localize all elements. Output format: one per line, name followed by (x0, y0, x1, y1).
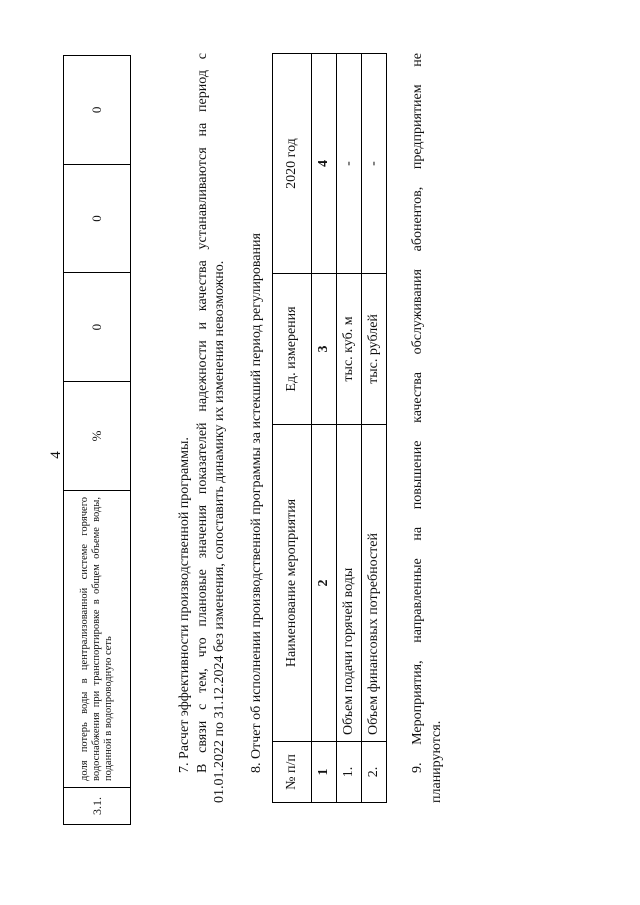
section-7-text-line-1: В связи с тем, что плановые значения показателей надежности и качества устанавливаются на период с (195, 53, 210, 773)
indicators-table-fragment (63, 55, 131, 825)
table-row (64, 56, 131, 825)
unit: тыс. рублей (362, 274, 387, 425)
header-unit: Ед. измерения (273, 274, 312, 425)
page-number: 4 (48, 451, 64, 459)
unit: тыс. куб. м (337, 274, 362, 425)
section-9-text-line-2: планируются. (429, 720, 444, 803)
header-year: 2020 год (273, 54, 312, 274)
activity-name: Объем подачи горячей воды (337, 425, 362, 742)
activity-name: Объем финансовых потребностей (362, 425, 387, 742)
row-number-cell: 3.1. (64, 788, 131, 825)
column-index: 2 (312, 425, 337, 742)
section-8-heading: 8. Отчет об исполнении производственной программы за истекший период регулирования (249, 233, 264, 773)
rotated-content (20, 25, 620, 885)
value-cell: 0 (64, 164, 131, 273)
column-index: 4 (312, 54, 337, 274)
table-header-row (273, 54, 312, 803)
indicator-name-cell: доля потерь воды в централизованной системе горячего водоснабжения при транспортировке в общем объеме воды, поданной в водопроводную сеть (64, 491, 131, 788)
table-row (362, 54, 387, 803)
value-cell: 0 (64, 273, 131, 382)
year-value: - (362, 54, 387, 274)
year-value: - (337, 54, 362, 274)
header-number: № п/п (273, 742, 312, 803)
value-cell: 0 (64, 56, 131, 165)
column-index: 3 (312, 274, 337, 425)
section-7-heading: 7. Расчет эффективности производственной программы. (177, 437, 192, 773)
row-number: 2. (362, 742, 387, 803)
section-7-text-line-2: 01.01.2022 по 31.12.2024 без изменения, сопоставить динамику их изменения невозможно. (212, 260, 227, 803)
column-index-row (312, 54, 337, 803)
header-activity-name: Наименование мероприятия (273, 425, 312, 742)
table-row (337, 54, 362, 803)
section-9-text-line-1: 9. Мероприятия, направленные на повышение качества обслуживания абонентов, предприятием не (410, 53, 425, 773)
column-index: 1 (312, 742, 337, 803)
row-number: 1. (337, 742, 362, 803)
unit-cell: % (64, 382, 131, 491)
program-report-table (272, 53, 387, 803)
